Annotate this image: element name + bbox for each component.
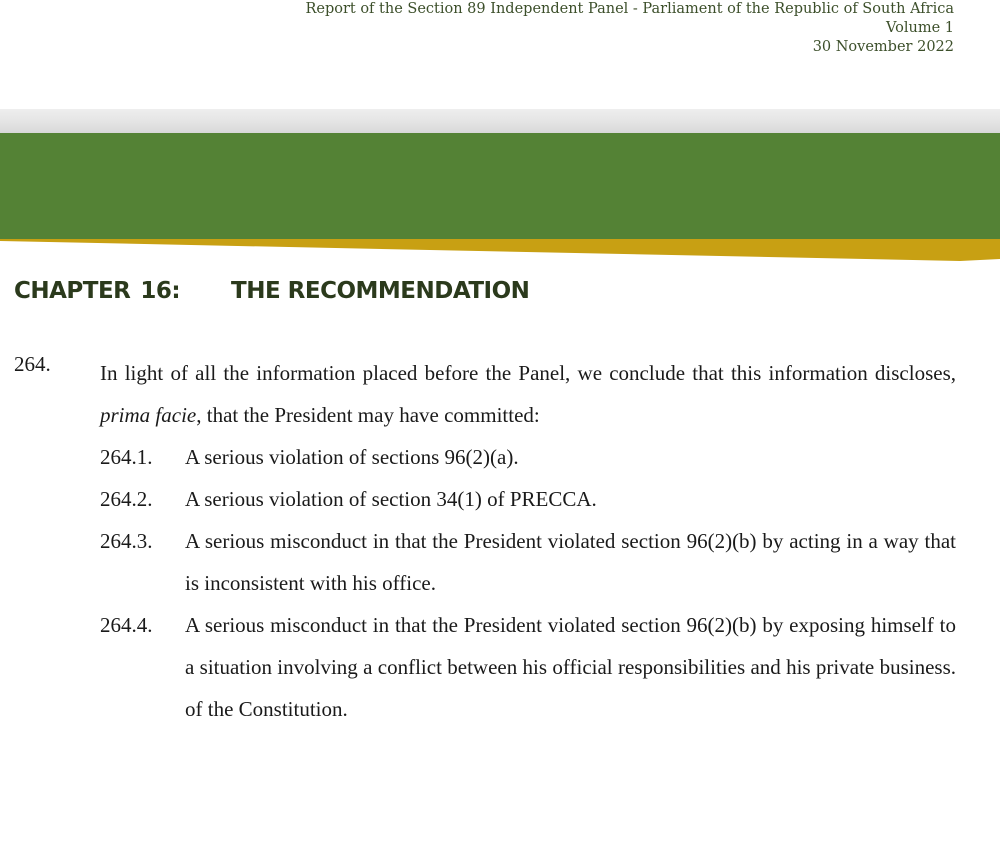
banner-green-block — [0, 133, 1000, 239]
chapter-number: 16: — [140, 278, 181, 304]
volume-label: Volume 1 — [885, 20, 954, 36]
list-item-text: A serious violation of sections 96(2)(a). — [185, 445, 519, 469]
list-item — [100, 478, 956, 520]
list-item-number: 264.2. — [100, 487, 153, 511]
paragraph-text-start: In light of all the information placed before the Panel, we conclude that this information discloses, — [100, 361, 956, 385]
list-item-text: A serious misconduct in that the President violated section 96(2)(b) by acting in a way that is inconsistent with his office. — [185, 529, 956, 595]
paragraph-text — [100, 352, 956, 436]
list-item-text: A serious violation of section 34(1) of PRECCA. — [185, 487, 597, 511]
list-item-number: 264.4. — [100, 613, 153, 637]
report-date: 30 November 2022 — [812, 39, 954, 55]
chapter-heading — [14, 278, 530, 304]
grey-divider-band — [0, 109, 1000, 133]
list-item-text: A serious misconduct in that the President violated section 96(2)(b) by exposing himself to a situation involving a conflict between his official responsibilities and his private business. of the Constitution. — [185, 613, 956, 721]
chapter-label: CHAPTER — [14, 278, 131, 304]
list-item — [100, 436, 956, 478]
list-item — [100, 604, 956, 730]
chapter-banner — [0, 133, 1000, 265]
list-item — [100, 520, 956, 604]
paragraph-number: 264. — [14, 352, 51, 376]
list-item-number: 264.1. — [100, 445, 153, 469]
paragraph-text-italic: prima facie — [100, 403, 197, 427]
chapter-title: THE RECOMMENDATION — [231, 278, 530, 304]
document-header — [305, 0, 954, 57]
banner-gold-stripe — [0, 237, 1000, 261]
report-title: Report of the Section 89 Independent Panel - Parliament of the Republic of South Africa — [305, 1, 954, 17]
list-item-number: 264.3. — [100, 529, 153, 553]
paragraph-text-end: , that the President may have committed: — [196, 403, 540, 427]
